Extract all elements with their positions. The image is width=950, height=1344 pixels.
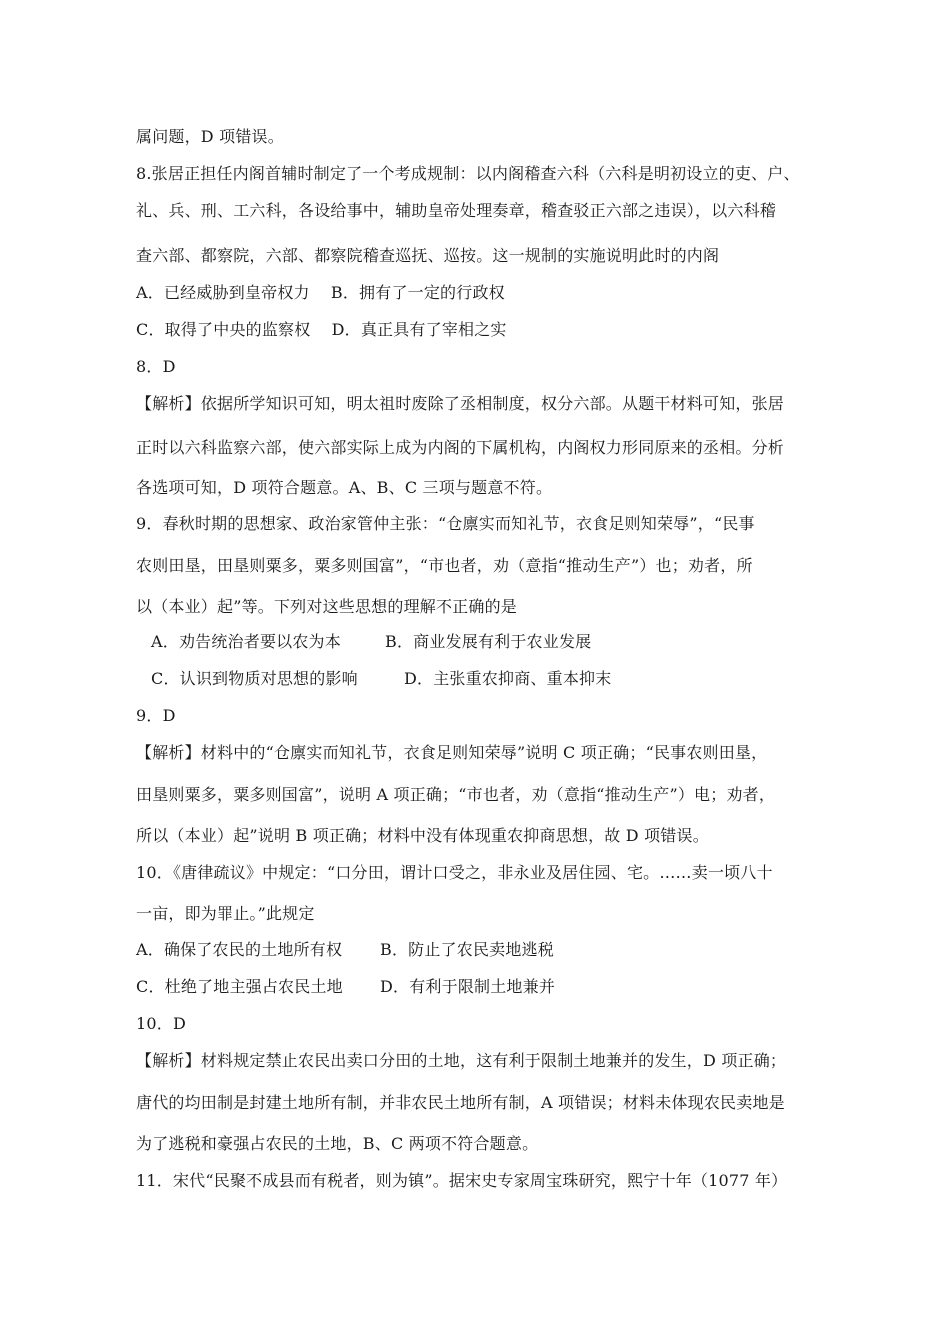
question-9-option-d: D．主张重农抑商、重本抑末 [404, 669, 612, 688]
question-9-stem: 以（本业）起”等。下列对这些思想的理解不正确的是 [136, 597, 517, 616]
question-9-stem: 农则田垦，田垦则粟多，粟多则国富”，“市也者，劝（意指“推动生产”）也；劝者，所 [136, 556, 753, 575]
question-10-analysis: 唐代的均田制是封建土地所有制，并非农民土地所有制，A 项错误；材料未体现农民卖地是 [136, 1093, 785, 1112]
question-9-option-b: B．商业发展有利于农业发展 [385, 632, 592, 651]
question-8-options: C．取得了中央的监察权 D．真正具有了宰相之实 [136, 320, 507, 339]
question-10-analysis: 【解析】材料规定禁止农民出卖口分田的土地，这有利于限制土地兼并的发生，D 项正确； [136, 1051, 787, 1070]
question-10-answer: 10．D [136, 1014, 186, 1033]
question-9-option-c: C．认识到物质对思想的影响 [151, 669, 358, 688]
question-8-stem: 查六部、都察院，六部、都察院稽查巡抚、巡按。这一规制的实施说明此时的内阁 [136, 246, 720, 265]
question-10-option-c: C．杜绝了地主强占农民土地 [136, 977, 343, 996]
question-10-stem: 10．《唐律疏议》中规定：“口分田，谓计口受之，非永业及居住园、宅。……卖一顷八十 [136, 863, 773, 882]
question-10-stem: 一亩，即为罪止。”此规定 [136, 904, 315, 923]
question-9-analysis: 【解析】材料中的“仓廪实而知礼节，衣食足则知荣辱”说明 C 项正确；“民事农则田垦， [136, 743, 768, 762]
question-8-analysis: 正时以六科监察六部，使六部实际上成为内阁的下属机构，内阁权力形同原来的丞相。分析 [136, 438, 785, 457]
question-8-answer: 8．D [136, 357, 176, 376]
question-9-analysis: 所以（本业）起”说明 B 项正确；材料中没有体现重农抑商思想，故 D 项错误。 [136, 826, 709, 845]
question-8-options: A．已经威胁到皇帝权力 B．拥有了一定的行政权 [136, 283, 505, 302]
question-9-analysis: 田垦则粟多，粟多则国富”，说明 A 项正确；“市也者，劝（意指“推动生产”）电；劝者， [136, 785, 776, 804]
question-9-answer: 9．D [136, 706, 176, 725]
text-line: 属问题，D 项错误。 [136, 127, 284, 146]
question-8-analysis: 【解析】依据所学知识可知，明太祖时废除了丞相制度，权分六部。从题干材料可知，张居 [136, 394, 785, 413]
question-10-option-d: D．有利于限制土地兼并 [380, 977, 556, 996]
question-10-analysis: 为了逃税和豪强占农民的土地，B、C 两项不符合题意。 [136, 1134, 539, 1153]
question-9-stem: 9．春秋时期的思想家、政治家管仲主张：“仓廪实而知礼节，衣食足则知荣辱”，“民事 [136, 514, 755, 533]
question-9-option-a: A．劝告统治者要以农为本 [151, 632, 341, 651]
question-8-stem: 礼、兵、刑、工六科，各设给事中，辅助皇帝处理奏章，稽查驳正六部之违误），以六科稽 [136, 201, 777, 220]
question-8-stem: 8.张居正担任内阁首辅时制定了一个考成规制：以内阁稽查六科（六科是明初设立的吏、户、 [136, 164, 800, 183]
question-11-stem: 11．宋代“民聚不成县而有税者，则为镇”。据宋史专家周宝珠研究，熙宁十年（1077 年） [136, 1171, 788, 1190]
question-8-analysis: 各选项可知，D 项符合题意。A、B、C 三项与题意不符。 [136, 478, 553, 497]
question-10-option-a: A．确保了农民的土地所有权 [136, 940, 343, 959]
question-10-option-b: B．防止了农民卖地逃税 [380, 940, 554, 959]
